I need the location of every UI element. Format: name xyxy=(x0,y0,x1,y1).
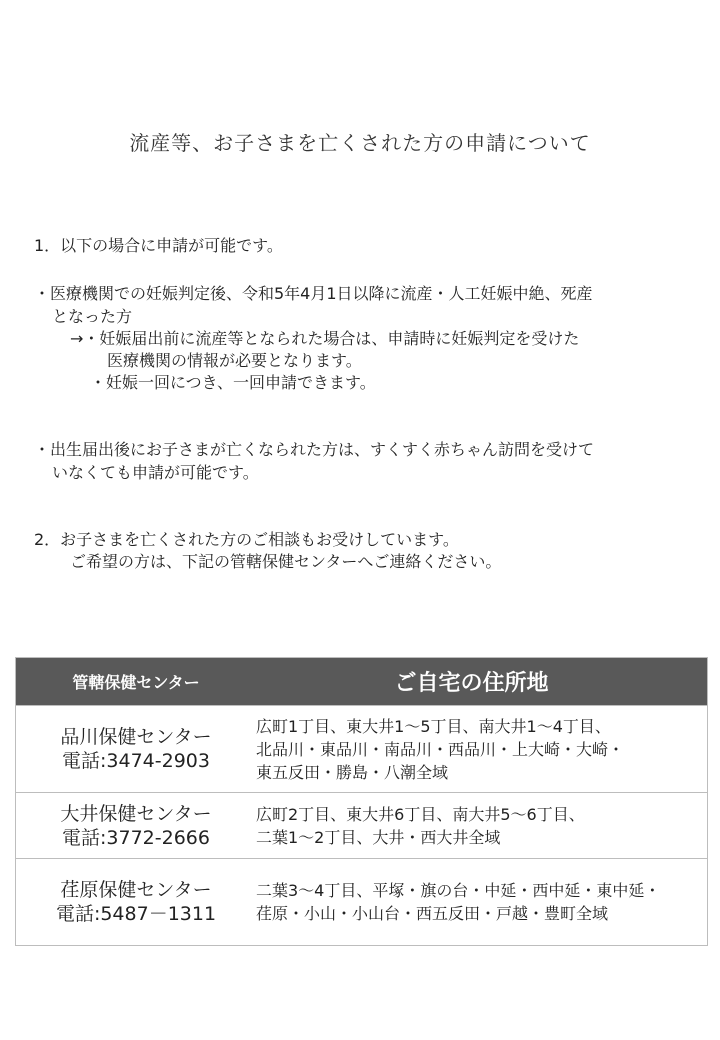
table-row xyxy=(16,792,707,858)
bullet2-line2: いなくても申請が可能です。 xyxy=(52,463,259,482)
sub-bullet1-line2: 医療機関の情報が必要となります。 xyxy=(107,351,362,370)
sub-bullet2: ・妊娠一回につき、一回申請できます。 xyxy=(90,373,376,392)
center-phone: 電話:5487－1311 xyxy=(55,903,217,925)
header-address-area: ご自宅の住所地 xyxy=(394,671,549,696)
center-name: 荏原保健センター xyxy=(60,879,212,901)
health-center-cell xyxy=(16,878,256,926)
area-line: 東五反田・勝島・八潮全域 xyxy=(256,762,449,782)
center-phone: 電話:3474-2903 xyxy=(62,750,210,772)
bullet1-line1: ・医療機関での妊娠判定後、令和5年4月1日以降に流産・人工妊娠中絶、死産 xyxy=(34,284,593,303)
area-cell xyxy=(256,803,707,849)
section2-line2: ご希望の方は、下記の管轄保健センターへご連絡ください。 xyxy=(70,552,502,571)
bullet1-line2: となった方 xyxy=(52,307,133,326)
health-center-table xyxy=(15,657,708,946)
sub-bullet1-line1: →・妊娠届出前に流産等となられた場合は、申請時に妊娠判定を受けた xyxy=(70,329,580,348)
page-title: 流産等、お子さまを亡くされた方の申請について xyxy=(129,131,591,155)
table-row xyxy=(16,858,707,945)
area-line: 荏原・小山・小山台・西五反田・戸越・豊町全域 xyxy=(256,904,609,923)
section1-heading: 1．以下の場合に申請が可能です。 xyxy=(34,236,283,255)
center-phone: 電話:3772-2666 xyxy=(62,826,210,849)
area-line: 広町1丁目、東大井1～5丁目、南大井1～4丁目、 xyxy=(256,716,611,736)
header-health-center: 管轄保健センター xyxy=(72,673,200,692)
section2-line1: 2．お子さまを亡くされた方のご相談もお受けしています。 xyxy=(34,530,459,549)
health-center-cell xyxy=(16,802,256,850)
area-line: 北品川・東品川・南品川・西品川・上大崎・大崎・ xyxy=(256,739,625,759)
area-line: 二葉1～2丁目、大井・西大井全域 xyxy=(256,827,501,847)
area-line: 広町2丁目、東大井6丁目、南大井5～6丁目、 xyxy=(256,804,585,824)
table-row xyxy=(16,705,707,792)
center-name: 品川保健センター xyxy=(60,726,212,748)
area-cell xyxy=(256,879,707,925)
area-cell xyxy=(256,715,707,784)
center-name: 大井保健センター xyxy=(60,802,212,825)
bullet2-line1: ・出生届出後にお子さまが亡くなられた方は、すくすく赤ちゃん訪問を受けて xyxy=(34,440,595,459)
health-center-cell xyxy=(16,725,256,773)
table-header xyxy=(16,658,707,705)
area-line: 二葉3～4丁目、平塚・旗の台・中延・西中延・東中延・ xyxy=(256,881,661,900)
